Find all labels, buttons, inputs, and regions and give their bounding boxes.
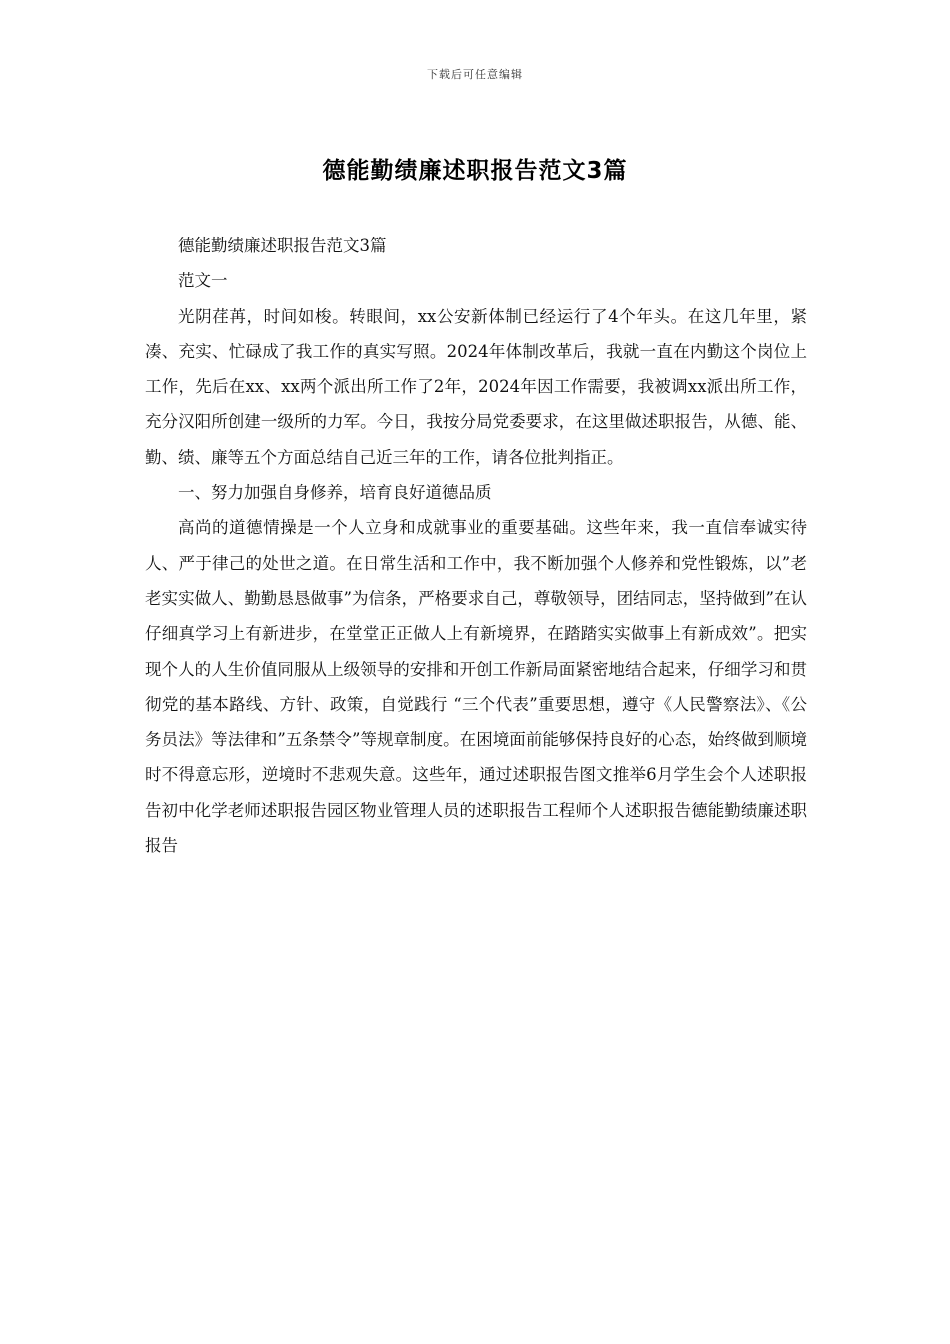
body-paragraph: 范文一	[178, 271, 228, 291]
document-body	[145, 228, 807, 863]
section-heading: 一、努力加强自身修养，培育良好道德品质	[178, 483, 492, 503]
body-paragraph: 德能勤绩廉述职报告范文3篇	[178, 236, 387, 255]
body-paragraph: 高尚的道德情操是一个人立身和成就事业的重要基础。这些年来，我一直信奉诚实待人、严于律己的处世之道。在日常生活和工作中，我不断加强个人修养和党性锻炼，以”老老实实做人、勤勤恳恳做事”为信条，严格要求自己，尊敬领导，团结同志，坚持做到”在认仔细真学习上有新进步，在堂堂正正做人上有新境界，在踏踏实实做事上有新成效”。把实现个人的人生价值同服从上级领导的安排和开创工作新局面紧密地结合起来，仔细学习和贯彻党的基本路线、方针、政策，自觉践行 “三个代表”重要思想，遵守《人民警察法》、《公务员法》等法律和”五条禁令”等规章制度。在困境面前能够保持良好的心态，始终做到顺境时不得意忘形，逆境时不悲观失意。这些年，通过述职报告图文推举6月学生会个人述职报告初中化学老师述职报告园区物业管理人员的述职报告工程师个人述职报告德能勤绩廉述职报告	[145, 518, 807, 856]
document-title: 德能勤绩廉述职报告范文3篇	[322, 158, 628, 184]
header-note: 下载后可任意编辑	[427, 68, 523, 81]
body-paragraph: 光阴荏苒，时间如梭。转眼间，xx公安新体制已经运行了4个年头。在这几年里，紧凑、充实、忙碌成了我工作的真实写照。2024年体制改革后，我就一直在内勤这个岗位上工作，先后在xx、xx两个派出所工作了2年，2024年因工作需要，我被调xx派出所工作，充分汉阳所创建一级所的力军。今日，我按分局党委要求，在这里做述职报告，从德、能、勤、绩、廉等五个方面总结自己近三年的工作，请各位批判指正。	[145, 306, 807, 467]
